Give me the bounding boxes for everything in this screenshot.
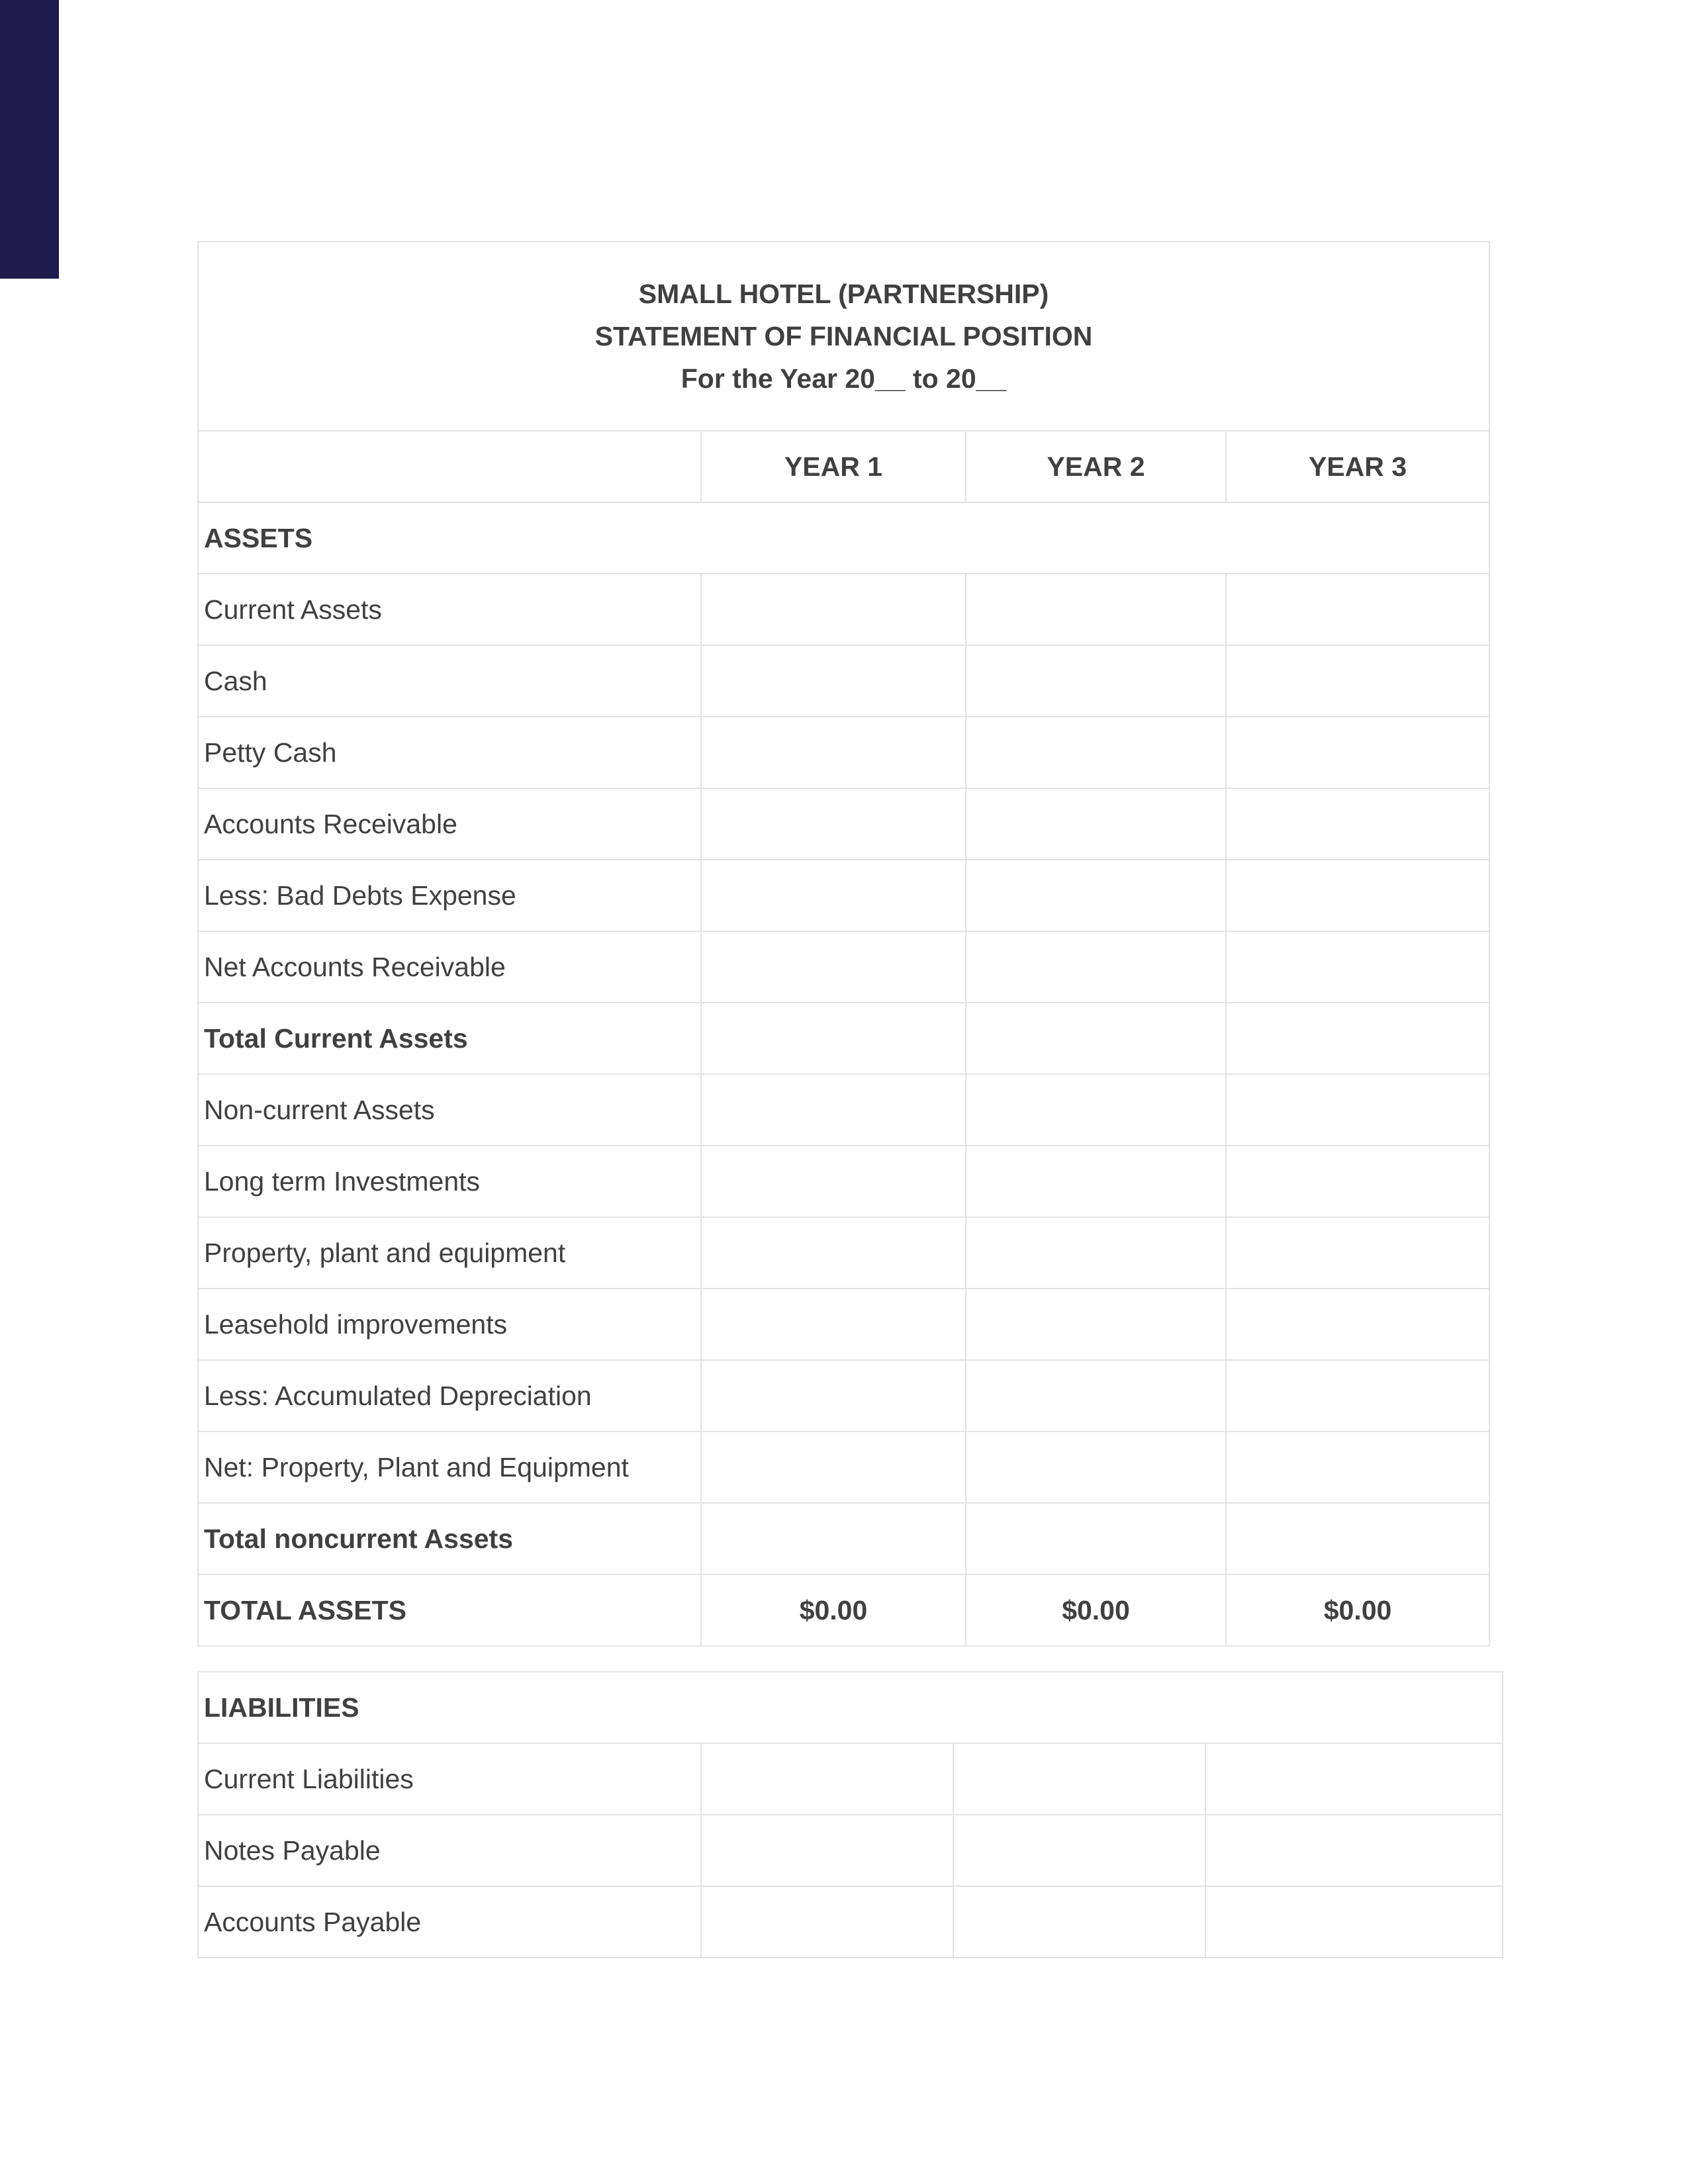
row-label: Non-current Assets bbox=[198, 1074, 701, 1146]
row-label: Cash bbox=[198, 645, 701, 717]
value-cell[interactable] bbox=[701, 1146, 966, 1217]
company-name: SMALL HOTEL (PARTNERSHIP) bbox=[638, 279, 1049, 309]
value-cell[interactable] bbox=[701, 1743, 953, 1815]
value-cell[interactable] bbox=[701, 645, 966, 717]
column-header-row bbox=[198, 431, 1489, 502]
value-cell[interactable] bbox=[1226, 1289, 1489, 1360]
total-assets-label: TOTAL ASSETS bbox=[198, 1574, 701, 1646]
value-cell[interactable] bbox=[966, 1074, 1226, 1146]
value-cell[interactable] bbox=[1226, 717, 1489, 788]
row-label: Current Assets bbox=[198, 574, 701, 645]
value-cell[interactable] bbox=[953, 1743, 1205, 1815]
title-row bbox=[198, 242, 1489, 431]
row-label-subtotal: Total noncurrent Assets bbox=[198, 1503, 701, 1574]
value-cell[interactable] bbox=[1205, 1886, 1503, 1958]
value-cell[interactable] bbox=[701, 1503, 966, 1574]
table-row bbox=[198, 1003, 1489, 1074]
table-row bbox=[198, 1815, 1503, 1886]
section-label-assets: ASSETS bbox=[198, 502, 1489, 574]
column-header-year-3: YEAR 3 bbox=[1226, 431, 1489, 502]
value-cell[interactable] bbox=[1226, 1503, 1489, 1574]
row-label: Net Accounts Receivable bbox=[198, 931, 701, 1003]
side-accent-bar bbox=[0, 0, 59, 279]
value-cell[interactable] bbox=[966, 1003, 1226, 1074]
value-cell[interactable] bbox=[1226, 860, 1489, 931]
table-row bbox=[198, 1432, 1489, 1503]
value-cell[interactable] bbox=[701, 1432, 966, 1503]
section-row-assets bbox=[198, 502, 1489, 574]
value-cell[interactable] bbox=[701, 788, 966, 860]
total-assets-year-3: $0.00 bbox=[1226, 1574, 1489, 1646]
row-label: Leasehold improvements bbox=[198, 1289, 701, 1360]
value-cell[interactable] bbox=[701, 1003, 966, 1074]
value-cell[interactable] bbox=[966, 645, 1226, 717]
value-cell[interactable] bbox=[966, 788, 1226, 860]
row-label: Accounts Payable bbox=[198, 1886, 701, 1958]
column-header-year-2: YEAR 2 bbox=[966, 431, 1226, 502]
table-row bbox=[198, 1074, 1489, 1146]
table-row bbox=[198, 1360, 1489, 1432]
row-label: Property, plant and equipment bbox=[198, 1217, 701, 1289]
value-cell[interactable] bbox=[1226, 645, 1489, 717]
statement-name: STATEMENT OF FINANCIAL POSITION bbox=[594, 321, 1093, 351]
row-label: Less: Accumulated Depreciation bbox=[198, 1360, 701, 1432]
value-cell[interactable] bbox=[701, 1289, 966, 1360]
total-assets-row bbox=[198, 1574, 1489, 1646]
value-cell[interactable] bbox=[1205, 1815, 1503, 1886]
table-row bbox=[198, 1503, 1489, 1574]
row-label: Accounts Receivable bbox=[198, 788, 701, 860]
value-cell[interactable] bbox=[1205, 1743, 1503, 1815]
value-cell[interactable] bbox=[1226, 788, 1489, 860]
value-cell[interactable] bbox=[1226, 1074, 1489, 1146]
value-cell[interactable] bbox=[966, 1289, 1226, 1360]
total-assets-year-2: $0.00 bbox=[966, 1574, 1226, 1646]
value-cell[interactable] bbox=[701, 860, 966, 931]
value-cell[interactable] bbox=[1226, 1003, 1489, 1074]
assets-table bbox=[197, 241, 1490, 1647]
table-row bbox=[198, 1743, 1503, 1815]
table-row bbox=[198, 788, 1489, 860]
value-cell[interactable] bbox=[701, 1217, 966, 1289]
table-row bbox=[198, 1886, 1503, 1958]
value-cell[interactable] bbox=[953, 1886, 1205, 1958]
row-label: Less: Bad Debts Expense bbox=[198, 860, 701, 931]
row-label: Long term Investments bbox=[198, 1146, 701, 1217]
statement-period: For the Year 20__ to 20__ bbox=[680, 363, 1007, 394]
value-cell[interactable] bbox=[701, 1360, 966, 1432]
value-cell[interactable] bbox=[701, 1815, 953, 1886]
table-row bbox=[198, 717, 1489, 788]
total-assets-year-1: $0.00 bbox=[701, 1574, 966, 1646]
value-cell[interactable] bbox=[701, 717, 966, 788]
table-row bbox=[198, 645, 1489, 717]
section-row-liabilities bbox=[198, 1672, 1503, 1743]
value-cell[interactable] bbox=[701, 1886, 953, 1958]
value-cell[interactable] bbox=[966, 717, 1226, 788]
value-cell[interactable] bbox=[966, 1146, 1226, 1217]
value-cell[interactable] bbox=[1226, 931, 1489, 1003]
header-blank-cell bbox=[198, 431, 701, 502]
value-cell[interactable] bbox=[966, 1360, 1226, 1432]
value-cell[interactable] bbox=[966, 931, 1226, 1003]
row-label-subtotal: Total Current Assets bbox=[198, 1003, 701, 1074]
value-cell[interactable] bbox=[1226, 1217, 1489, 1289]
value-cell[interactable] bbox=[1226, 1360, 1489, 1432]
table-row bbox=[198, 1146, 1489, 1217]
value-cell[interactable] bbox=[1226, 1146, 1489, 1217]
table-row bbox=[198, 1289, 1489, 1360]
value-cell[interactable] bbox=[966, 1503, 1226, 1574]
statement-title bbox=[198, 242, 1489, 431]
value-cell[interactable] bbox=[966, 860, 1226, 931]
value-cell[interactable] bbox=[953, 1815, 1205, 1886]
table-row bbox=[198, 931, 1489, 1003]
row-label: Notes Payable bbox=[198, 1815, 701, 1886]
value-cell[interactable] bbox=[1226, 1432, 1489, 1503]
value-cell[interactable] bbox=[1226, 574, 1489, 645]
value-cell[interactable] bbox=[966, 574, 1226, 645]
column-header-year-1: YEAR 1 bbox=[701, 431, 966, 502]
table-row bbox=[198, 574, 1489, 645]
value-cell[interactable] bbox=[701, 1074, 966, 1146]
value-cell[interactable] bbox=[701, 931, 966, 1003]
row-label: Net: Property, Plant and Equipment bbox=[198, 1432, 701, 1503]
section-label-liabilities: LIABILITIES bbox=[198, 1672, 1503, 1743]
liabilities-table bbox=[197, 1671, 1503, 1958]
value-cell[interactable] bbox=[966, 1217, 1226, 1289]
value-cell[interactable] bbox=[701, 574, 966, 645]
table-row bbox=[198, 1217, 1489, 1289]
row-label: Petty Cash bbox=[198, 717, 701, 788]
value-cell[interactable] bbox=[966, 1432, 1226, 1503]
row-label: Current Liabilities bbox=[198, 1743, 701, 1815]
table-row bbox=[198, 860, 1489, 931]
